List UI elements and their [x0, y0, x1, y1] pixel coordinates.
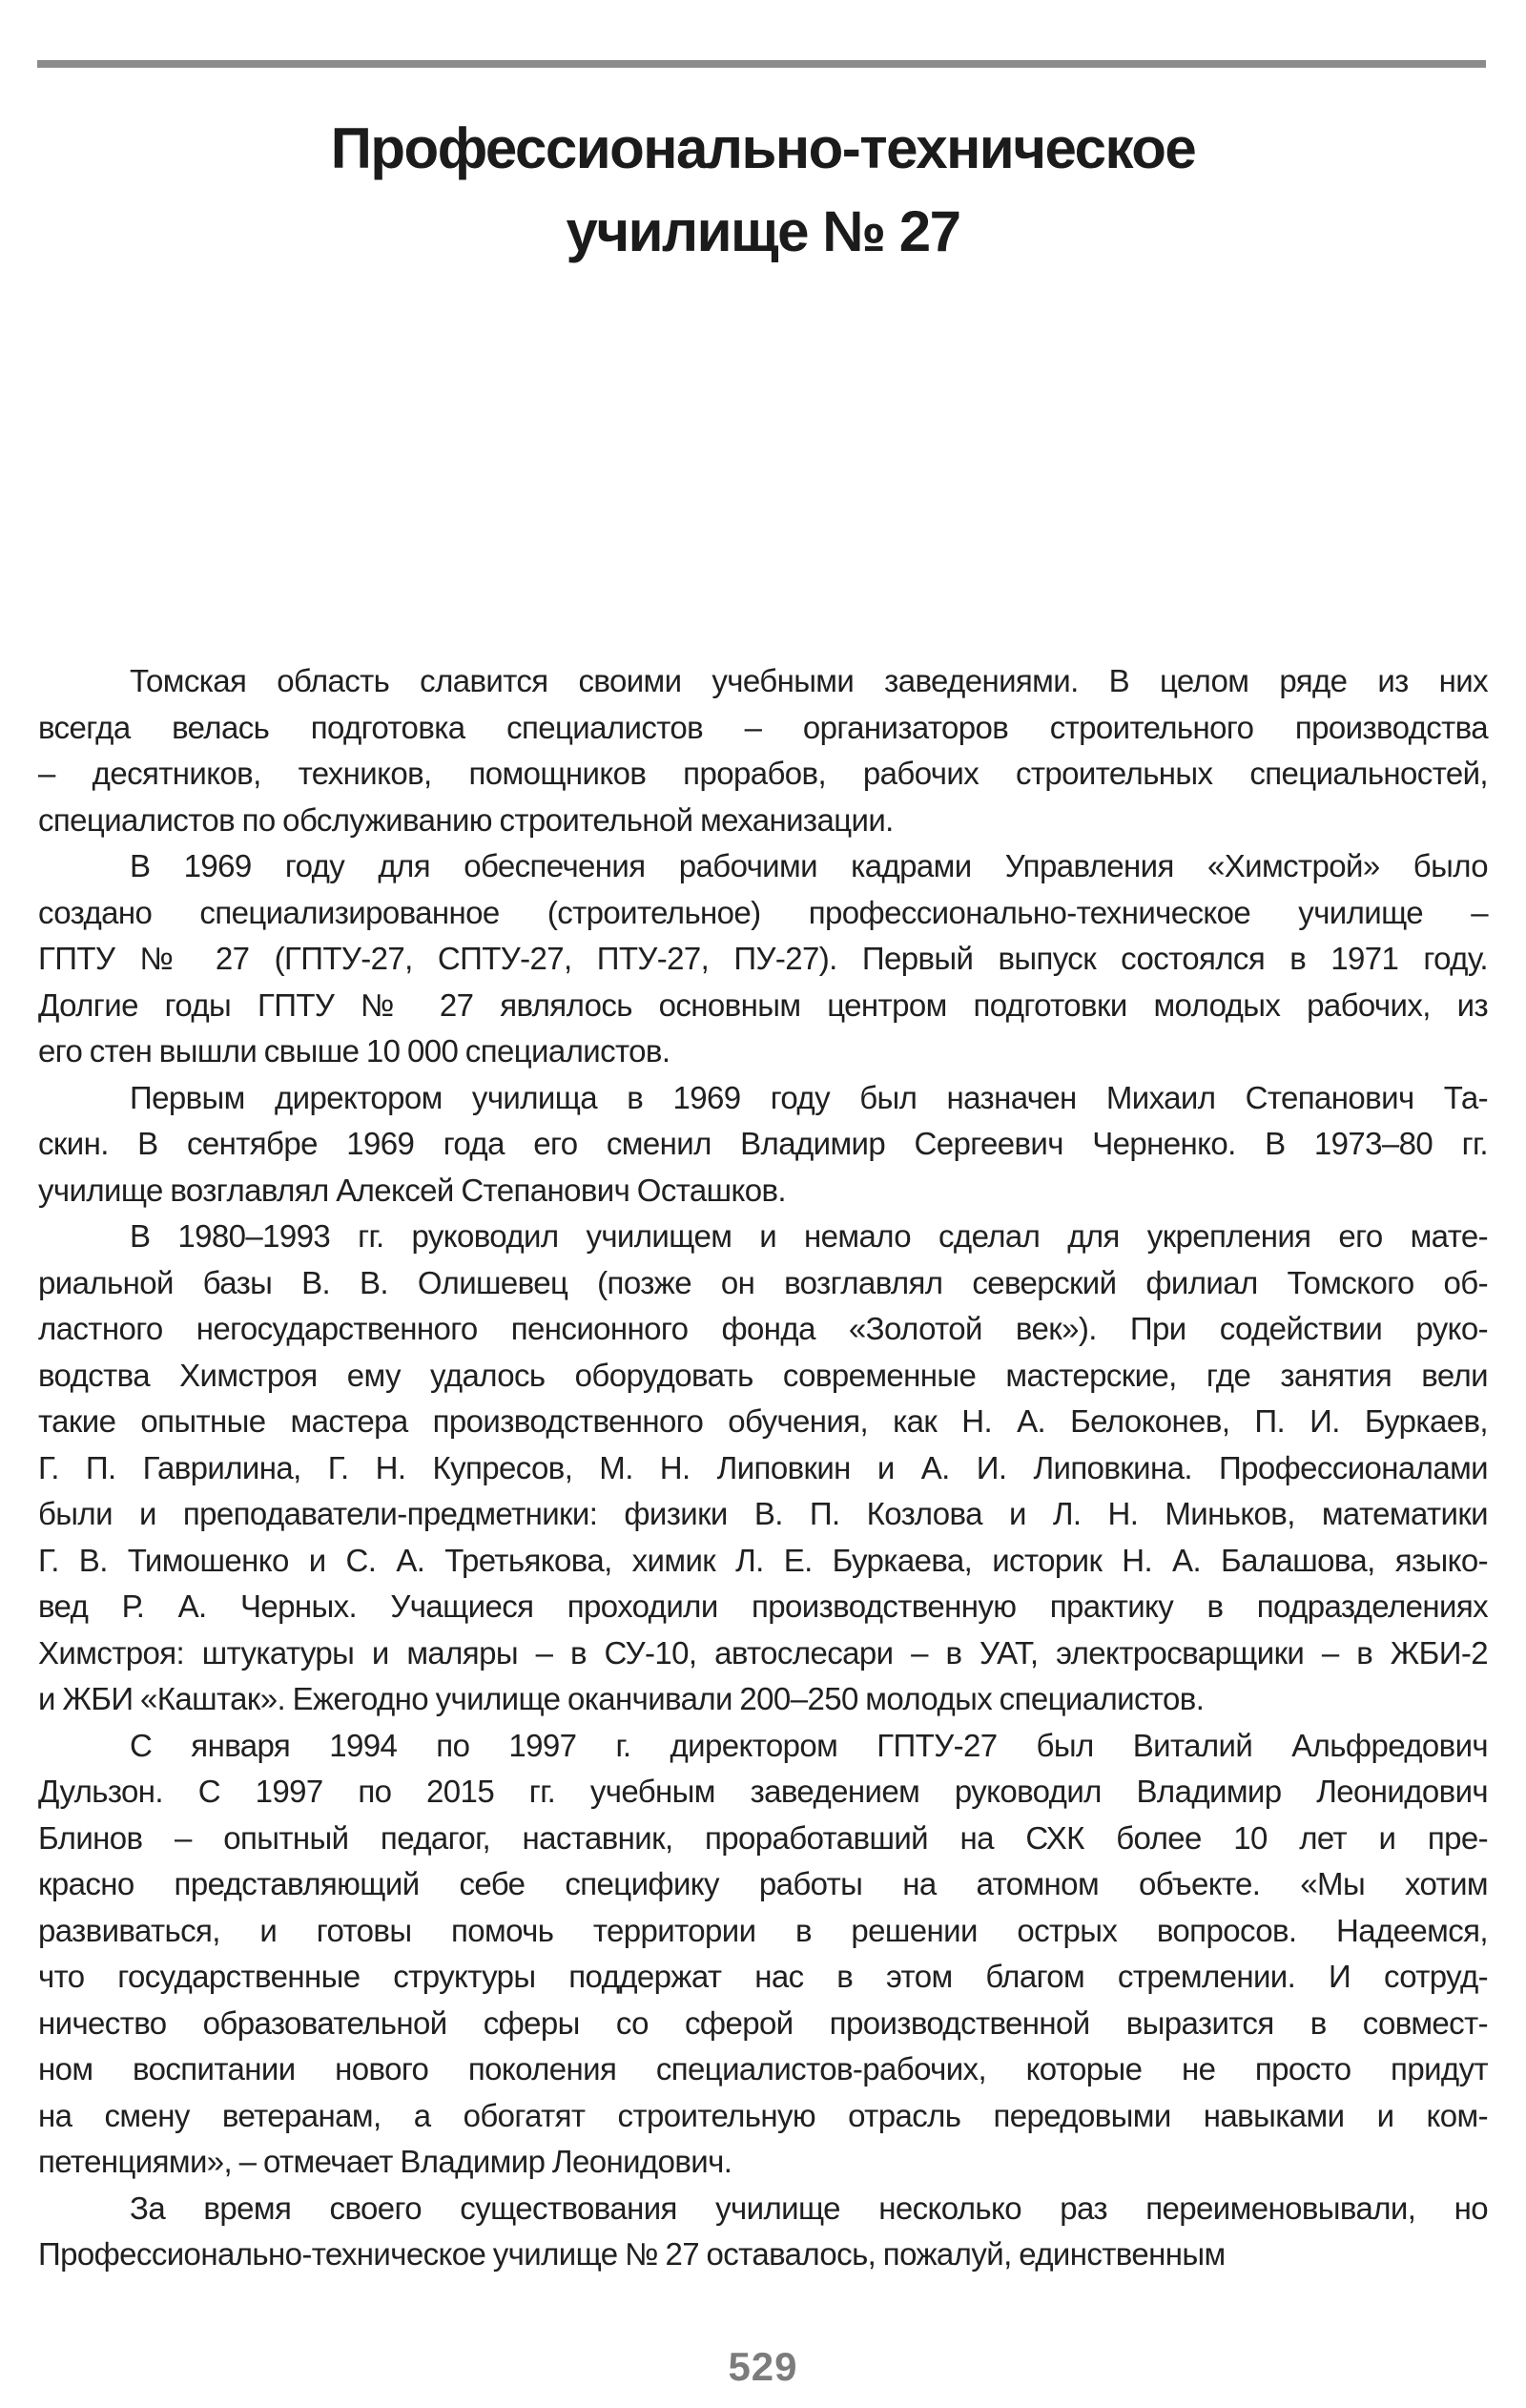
paragraph: [38, 2186, 1488, 2278]
text-line: и ЖБИ «Каштак». Ежегодно училище оканчивали 200–250 молодых специалистов.: [38, 1681, 1205, 1716]
text-line: Первым директором училища в 1969 году был назначен Михаил Степанович Та-: [130, 1079, 1488, 1115]
text-line: В 1980–1993 гг. руководил училищем и немало сделал для укрепления его мате-: [130, 1218, 1488, 1254]
text-line: Г. П. Гаврилина, Г. Н. Купресов, М. Н. Липовкин и А. И. Липовкина. Профессионалами: [38, 1449, 1488, 1485]
text-line: ном воспитании нового поколения специалистов-рабочих, которые не просто придут: [38, 2051, 1488, 2086]
paragraph: [38, 1723, 1488, 2186]
text-line: Томская область славится своими учебными заведениями. В целом ряде из них: [130, 663, 1488, 698]
text-line: Долгие годы ГПТУ № 27 являлось основным центром подготовки молодых рабочих, из: [38, 986, 1488, 1023]
article-body: [38, 658, 1488, 2278]
text-line: красно представляющий себе специфику работы на атомном объекте. «Мы хотим: [38, 1866, 1488, 1901]
text-line: – десятников, техников, помощников прорабов, рабочих строительных специальностей,: [38, 756, 1488, 791]
page-number: 529: [728, 2344, 798, 2389]
text-line: Дульзон. С 1997 по 2015 гг. учебным заведением руководил Владимир Леонидович: [38, 1774, 1488, 1809]
top-rule-divider: [37, 60, 1486, 68]
text-line: водства Химстроя ему удалось оборудовать современные мастерские, где занятия вели: [38, 1357, 1488, 1393]
paragraph: [38, 1075, 1488, 1214]
paragraph: [38, 658, 1488, 843]
text-line: его стен вышли свыше 10 000 специалистов.: [38, 1033, 670, 1069]
text-line: были и преподаватели-предметники: физики В. П. Козлова и Л. Н. Миньков, математики: [38, 1496, 1488, 1531]
text-line: В 1969 году для обеспечения рабочими кадрами Управления «Химстрой» было: [130, 848, 1488, 883]
text-line: ластного негосударственного пенсионного фонда «Золотой век»). При содействии руко-: [38, 1311, 1488, 1346]
text-line: специалистов по обслуживанию строительной механизации.: [38, 801, 894, 838]
text-line: С января 1994 по 1997 г. директором ГПТУ-27 был Виталий Альфредович: [130, 1727, 1488, 1763]
text-line: Профессионально-техническое училище № 27 оставалось, пожалуй, единственным: [38, 2236, 1226, 2272]
text-line: Г. В. Тимошенко и С. А. Третьякова, химик Л. Е. Буркаева, историк Н. А. Балашова, языко-: [38, 1542, 1488, 1578]
page-title-line-1: Профессионально-техническое: [330, 116, 1196, 180]
text-line: такие опытные мастера производственного обучения, как Н. А. Белоконев, П. И. Буркаев,: [38, 1403, 1488, 1439]
paragraph: [38, 843, 1488, 1075]
page-title: [0, 107, 1526, 273]
text-line: вед Р. А. Черных. Учащиеся проходили производственную практику в подразделениях: [38, 1588, 1488, 1624]
text-line: на смену ветеранам, а обогатят строительную отрасль передовыми навыками и ком-: [38, 2097, 1488, 2133]
text-line: ничество образовательной сферы со сферой производственной выразится в совмест-: [38, 2004, 1488, 2041]
text-line: Химстроя: штукатуры и маляры – в СУ-10, автослесари – в УАТ, электросварщики – в ЖБИ-2: [38, 1634, 1488, 1671]
text-line: создано специализированное (строительное) профессионально-техническое училище –: [38, 894, 1488, 930]
text-line: риальной базы В. В. Олишевец (позже он возглавлял северский филиал Томского об-: [38, 1264, 1488, 1300]
text-line: петенциями», – отмечает Владимир Леонидович.: [38, 2144, 732, 2179]
page-title-line-2: училище № 27: [566, 199, 960, 263]
text-line: всегда велась подготовка специалистов – организаторов строительного производства: [38, 709, 1488, 745]
text-line: За время своего существования училище несколько раз переименовывали, но: [130, 2190, 1488, 2226]
text-line: Блинов – опытный педагог, наставник, проработавший на СХК более 10 лет и пре-: [38, 1819, 1488, 1856]
text-line: училище возглавлял Алексей Степанович Осташков.: [38, 1172, 786, 1208]
text-line: что государственные структуры поддержат нас в этом благом стремлении. И сотруд-: [38, 1959, 1488, 1994]
text-line: развиваться, и готовы помочь территории в решении острых вопросов. Надеемся,: [38, 1912, 1488, 1948]
paragraph: [38, 1214, 1488, 1723]
text-line: ГПТУ № 27 (ГПТУ-27, СПТУ-27, ПТУ-27, ПУ-27). Первый выпуск состоялся в 1971 году.: [38, 941, 1488, 976]
text-line: скин. В сентябре 1969 года его сменил Владимир Сергеевич Черненко. В 1973–80 гг.: [38, 1126, 1488, 1161]
